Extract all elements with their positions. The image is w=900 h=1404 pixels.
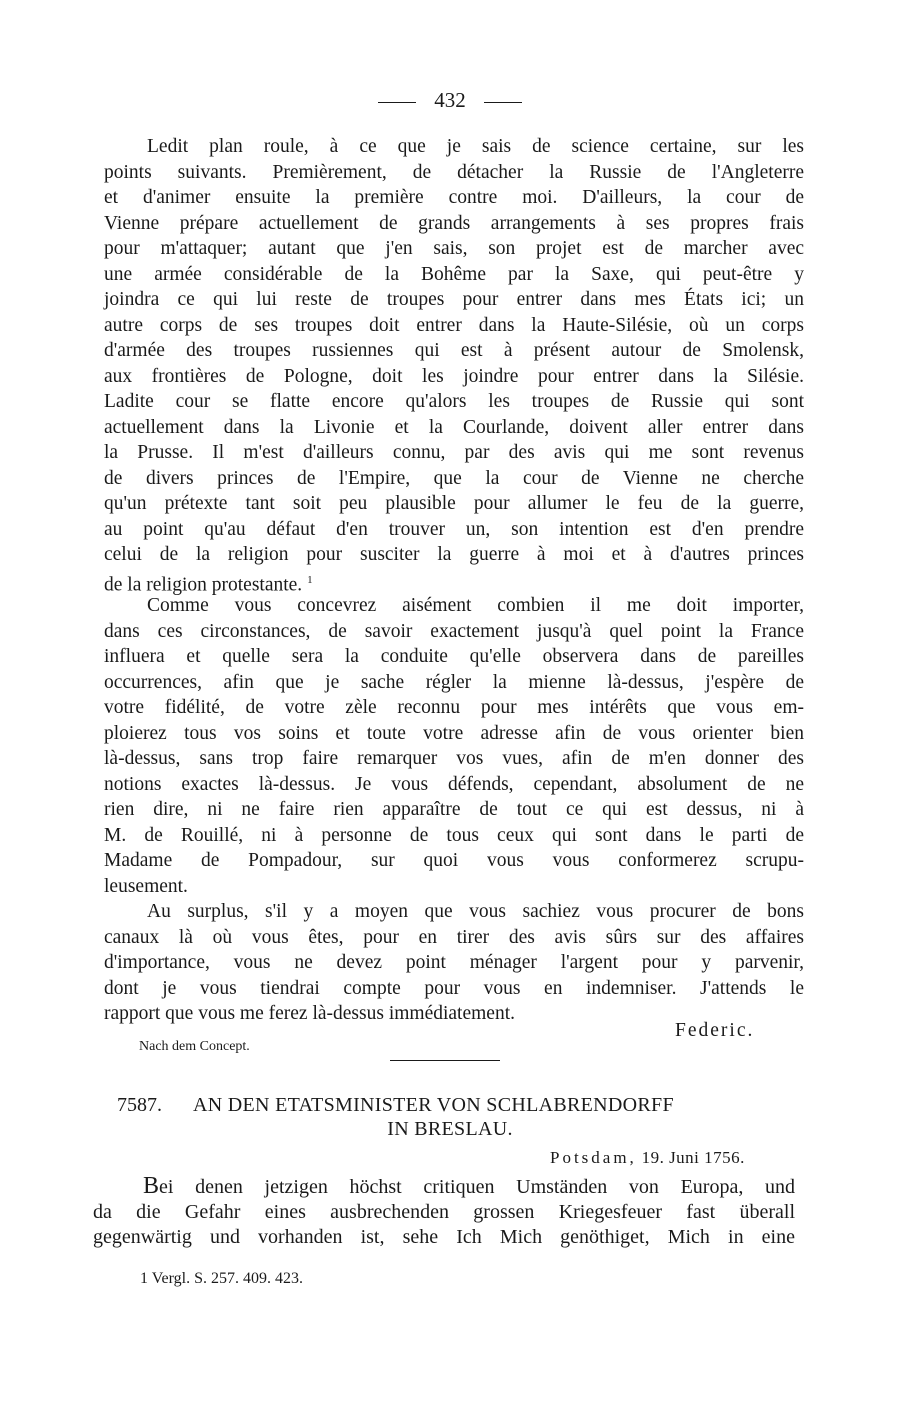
text-line-content: occurrences, afin que je sache régler la mienne là-dessus, j'espère de [104, 671, 804, 693]
text-line-content: points suivants. Premièrement, de détacher la Russie de l'Angleterre [104, 161, 804, 183]
text-line-content: et d'animer ensuite la première contre moi. D'ailleurs, la cour de [104, 187, 804, 208]
text-line [147, 134, 804, 159]
text-line-content: ploierez tous vos soins et toute votre adresse afin de vous orienter bien [104, 722, 804, 744]
footnote-marker: 1 [140, 1270, 148, 1287]
source-note: Nach dem Concept. [139, 1039, 250, 1054]
text-line [104, 797, 804, 822]
text-line [104, 976, 804, 1001]
text-line-content: Comme vous concevrez aisément combien il me doit importer, [147, 595, 804, 616]
text-line [104, 874, 804, 899]
text-line-content: M. de Rouillé, ni à personne de tous ceux qui sont dans le parti de [104, 824, 804, 846]
text-line [104, 185, 804, 210]
text-line [104, 211, 804, 236]
text-line [104, 950, 804, 975]
text-line [104, 848, 804, 873]
initial-letter: B [143, 1173, 160, 1199]
text-line-content: rapport que vous me ferez là-dessus immédiatement. [104, 1003, 515, 1024]
text-line-content: celui de la religion pour susciter la guerre à moi et à d'autres princes [104, 544, 804, 565]
text-line-content: gegenwärtig und vorhanden ist, sehe Ich Mich genöthiget, Mich in eine [93, 1226, 795, 1248]
text-line-content: dans ces circonstances, de savoir exactement jusqu'à quel point la France [104, 620, 804, 642]
text-line [104, 338, 804, 363]
text-line-content: votre fidélité, de votre zèle reconnu pour mes intérêts que vous em- [104, 697, 804, 718]
signature: Federic. [675, 1020, 755, 1041]
text-line-content: qu'un prétexte tant soit peu plausible pour allumer le feu de la guerre, [104, 493, 804, 514]
text-line-content: autre corps de ses troupes doit entrer dans la Haute-Silésie, où un corps [104, 314, 804, 336]
letter-heading-line-2: IN BRESLAU. [387, 1118, 513, 1140]
text-line-content: leusement. [104, 875, 188, 897]
text-line-content: influera et quelle sera la conduite qu'elle observera dans de pareilles [104, 646, 804, 667]
text-line-content: Ladite cour se flatte encore qu'alors les troupes de Russie qui sont [104, 391, 804, 412]
text-line [93, 1225, 795, 1250]
page-number-left-rule [378, 102, 416, 103]
text-line [147, 593, 804, 618]
text-line [104, 364, 804, 389]
text-line [93, 1200, 795, 1225]
text-line-content: la Prusse. Il m'est d'ailleurs connu, par des avis qui me sont revenus [104, 442, 804, 463]
text-line [104, 925, 804, 950]
page-number [0, 88, 900, 113]
text-line [147, 899, 804, 924]
text-line-content: Au surplus, s'il y a moyen que vous sachiez vous procurer de bons [147, 901, 804, 922]
text-line-content: aux frontières de Pologne, doit les joindre pour entrer dans la Silésie. [104, 365, 804, 387]
text-line-content: da die Gefahr eines ausbrechenden grossen Kriegesfeuer fast überall [93, 1200, 795, 1223]
text-line-content: actuellement dans la Livonie et la Courlande, doivent aller entrer dans [104, 416, 804, 438]
text-line [104, 619, 804, 644]
text-line [104, 772, 804, 797]
section-divider [390, 1060, 500, 1061]
text-line-content: au point qu'au défaut d'en trouver un, son intention est d'en prendre [104, 518, 804, 540]
text-line [104, 415, 804, 440]
text-line [104, 236, 804, 261]
text-line-content: pour m'attaquer; autant que j'en sais, son projet est de marcher avec [104, 238, 804, 259]
text-line [104, 695, 804, 720]
text-line-content: canaux là où vous êtes, pour en tirer des avis sûrs sur des affaires [104, 926, 804, 948]
text-line-content: de divers princes de l'Empire, que la cour de Vienne ne cherche [104, 467, 804, 489]
text-line [104, 440, 804, 465]
text-line [104, 746, 804, 771]
text-line [104, 313, 804, 338]
text-line [104, 262, 804, 287]
footnote-text: Vergl. S. 257. 409. 423. [151, 1270, 303, 1287]
text-line-content: d'importance, vous ne devez point ménager l'argent pour y parvenir, [104, 952, 804, 973]
dateline-date: 19. Juni 1756. [641, 1148, 745, 1167]
letter-heading-line-1: AN DEN ETATSMINISTER VON SCHLABRENDORFF [193, 1094, 674, 1116]
text-line-content: joindra ce qui lui reste de troupes pour entrer dans mes États ici; un [104, 289, 804, 310]
text-line-content: de la religion protestante. [104, 574, 303, 595]
letter-number: 7587. [117, 1094, 162, 1116]
page-number-right-rule [484, 102, 522, 103]
text-line [104, 721, 804, 746]
text-line [104, 466, 804, 491]
text-line [104, 542, 804, 567]
text-line-content: Vienne prépare actuellement de grands arrangements à ses propres frais [104, 212, 804, 234]
text-line [104, 517, 804, 542]
dateline-place: Potsdam, [550, 1148, 637, 1167]
text-line-content: Ledit plan roule, à ce que je sais de science certaine, sur les [147, 136, 804, 157]
text-line [104, 389, 804, 414]
text-line [104, 491, 804, 516]
footnote-reference: 1 [307, 573, 313, 586]
text-line [143, 1174, 795, 1200]
text-line-content: Madame de Pompadour, sur quoi vous vous conformerez scrupu- [104, 850, 804, 871]
text-line [104, 823, 804, 848]
dateline [550, 1148, 745, 1168]
text-line [104, 670, 804, 695]
text-line [104, 644, 804, 669]
text-line-content: dont je vous tiendrai compte pour vous en indemniser. J'attends le [104, 977, 804, 999]
footnote [140, 1270, 303, 1288]
text-line [104, 287, 804, 312]
text-line [104, 160, 804, 185]
text-line-content: là-dessus, sans trop faire remarquer vos vues, afin de m'en donner des [104, 748, 804, 769]
text-line-content: notions exactes là-dessus. Je vous défends, cependant, absolument de ne [104, 773, 804, 795]
text-line-content: d'armée des troupes russiennes qui est à présent autour de Smolensk, [104, 340, 804, 361]
text-line-content: une armée considérable de la Bohême par la Saxe, qui peut-être y [104, 263, 804, 285]
text-line-content: rien dire, ni ne faire rien apparaître de tout ce qui est dessus, ni à [104, 799, 804, 820]
text-line-content: ei denen jetzigen höchst critiquen Umständen von Europa, und [159, 1176, 795, 1198]
page-number-text: 432 [434, 88, 466, 112]
